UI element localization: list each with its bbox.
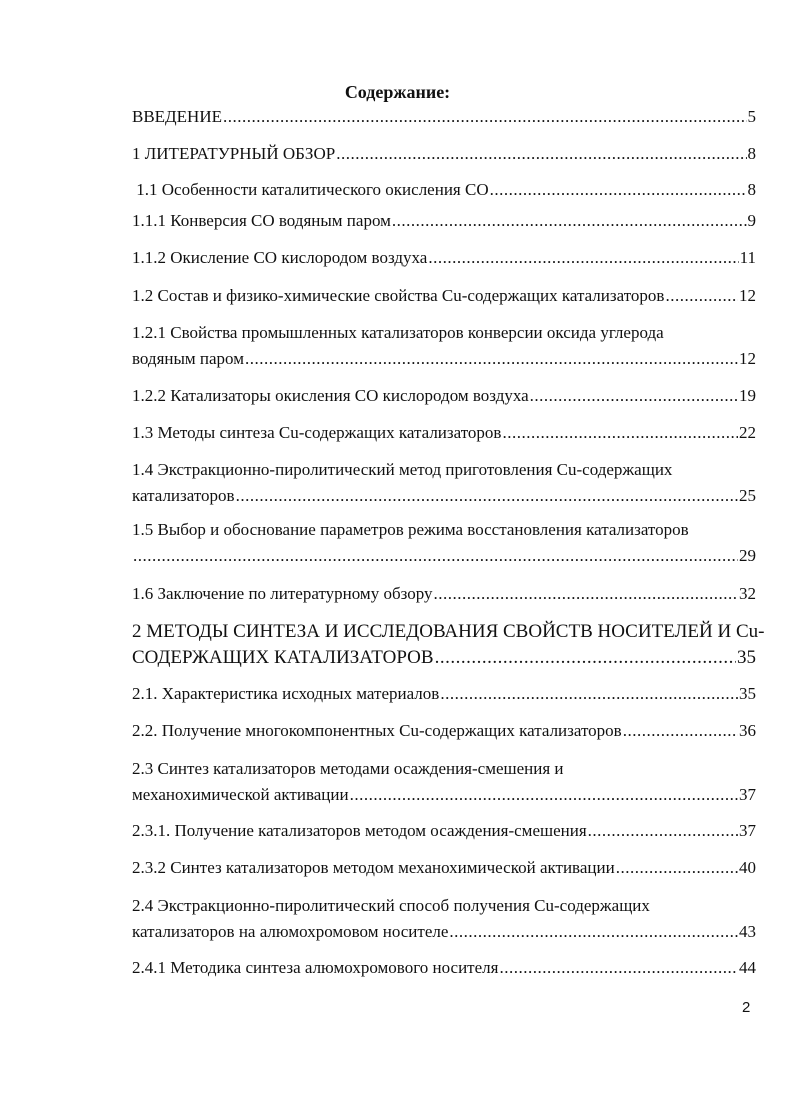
- toc-entry-introduction[interactable]: [132, 104, 756, 130]
- toc-entry-page: 43: [739, 922, 756, 941]
- dot-leader: [588, 818, 738, 844]
- dot-leader: [490, 177, 747, 203]
- toc-entry-page: 11: [739, 248, 756, 267]
- toc-entry-title: 1 ЛИТЕРАТУРНЫЙ ОБЗОР: [132, 144, 336, 163]
- page-number: 2: [742, 999, 751, 1016]
- toc-entry-page: 44: [739, 958, 756, 977]
- toc-entry-1-1-2[interactable]: [132, 245, 756, 271]
- toc-entry-title: 2 МЕТОДЫ СИНТЕЗА И ИССЛЕДОВАНИЯ СВОЙСТВ НОСИТЕЛЕЙ И Cu-: [132, 621, 765, 642]
- toc-entry-page: 9: [747, 211, 756, 230]
- toc-entry-1-3[interactable]: [132, 420, 756, 446]
- toc-entry-2-4[interactable]: [132, 893, 756, 945]
- toc-entry-title: 1.1.2 Окисление СО кислородом воздуха: [132, 248, 428, 267]
- toc-entry-title: 1.1 Особенности каталитического окисления СО: [132, 180, 489, 199]
- dot-leader: [433, 581, 738, 607]
- dot-leader: [665, 283, 738, 309]
- dot-leader: [499, 955, 738, 981]
- toc-entry-1-1-1[interactable]: [132, 208, 756, 234]
- toc-entry-page: 32: [739, 584, 756, 603]
- toc-entry-2-4-1[interactable]: [132, 955, 756, 981]
- toc-entry-page: 8: [747, 144, 756, 163]
- dot-leader: [336, 141, 746, 167]
- toc-entry-title: 2.1. Характеристика исходных материалов: [132, 684, 440, 703]
- toc-entry-title-cont: катализаторов на алюмохромовом носителе: [132, 922, 449, 941]
- toc-entry-page: 37: [739, 821, 756, 840]
- toc-entry-title: 2.3 Синтез катализаторов методами осаждения-смешения и: [132, 759, 564, 778]
- toc-entry-page: 29: [739, 546, 756, 565]
- dot-leader: [392, 208, 747, 234]
- dot-leader: [245, 346, 738, 372]
- toc-entry-title: 2.2. Получение многокомпонентных Cu-содержащих катализаторов: [132, 721, 622, 740]
- toc-entry-title: 1.5 Выбор и обоснование параметров режима восстановления катализаторов: [132, 520, 689, 539]
- toc-entry-page: 5: [747, 107, 756, 126]
- dot-leader: [236, 483, 738, 509]
- toc-entry-page: 35: [739, 684, 756, 703]
- toc-entry-title: 1.6 Заключение по литературному обзору: [132, 584, 433, 603]
- toc-entry-1-2-1[interactable]: [132, 320, 756, 372]
- toc-entry-title: 2.3.1. Получение катализаторов методом осаждения-смешения: [132, 821, 587, 840]
- toc-entry-page: 36: [739, 721, 756, 740]
- toc-entry-title: 2.4 Экстракционно-пиролитический способ получения Cu-содержащих: [132, 896, 650, 915]
- dot-leader: [449, 919, 738, 945]
- dot-leader: [440, 681, 738, 707]
- dot-leader: [133, 543, 738, 569]
- toc-entry-1-6[interactable]: [132, 581, 756, 607]
- dot-leader: [530, 383, 738, 409]
- toc-entry-page: 19: [739, 386, 756, 405]
- toc-entry-title: 2.4.1 Методика синтеза алюмохромового носителя: [132, 958, 499, 977]
- toc-entry-page: 8: [747, 180, 756, 199]
- toc-entry-1-2[interactable]: [132, 283, 756, 309]
- page-title: Содержание:: [344, 82, 451, 102]
- toc-entry-2[interactable]: [132, 619, 765, 671]
- toc-entry-page: 25: [739, 486, 756, 505]
- toc-entry-1-5[interactable]: [132, 517, 756, 569]
- toc-entry-2-1[interactable]: [132, 681, 756, 707]
- toc-entry-page: 40: [739, 858, 756, 877]
- toc-entry-page: 12: [739, 349, 756, 368]
- toc-entry-title: 1.2.2 Катализаторы окисления СО кислородом воздуха: [132, 386, 529, 405]
- toc-entry-page: 12: [739, 286, 756, 305]
- dot-leader: [350, 782, 738, 808]
- toc-entry-page: 35: [737, 647, 756, 668]
- dot-leader: [623, 718, 738, 744]
- toc-entry-1-1[interactable]: [132, 177, 756, 203]
- toc-entry-1-4[interactable]: [132, 457, 756, 509]
- toc-entry-page: 22: [739, 423, 756, 442]
- dot-leader: [616, 855, 738, 881]
- toc-entry-title: 1.2.1 Свойства промышленных катализаторов конверсии оксида углерода: [132, 323, 664, 342]
- dot-leader: [502, 420, 738, 446]
- toc-entry-title-cont: водяным паром: [132, 349, 244, 368]
- dot-leader: [435, 645, 736, 671]
- toc-entry-2-2[interactable]: [132, 718, 756, 744]
- toc-entry-page: 37: [739, 785, 756, 804]
- toc-entry-title: 1.2 Состав и физико-химические свойства Cu-содержащих катализаторов: [132, 286, 665, 305]
- toc-entry-title: ВВЕДЕНИЕ: [132, 107, 222, 126]
- toc-entry-title: 1.1.1 Конверсия СО водяным паром: [132, 211, 391, 230]
- dot-leader: [428, 245, 738, 271]
- toc-entry-1-2-2[interactable]: [132, 383, 756, 409]
- toc-entry-1[interactable]: [132, 141, 756, 167]
- toc-entry-title: 1.3 Методы синтеза Cu-содержащих катализаторов: [132, 423, 502, 442]
- toc-entry-2-3-2[interactable]: [132, 855, 756, 881]
- toc-entry-title-cont: катализаторов: [132, 486, 235, 505]
- toc-entry-title: 1.4 Экстракционно-пиролитический метод приготовления Cu-содержащих: [132, 460, 673, 479]
- toc-entry-title-cont: механохимической активации: [132, 785, 349, 804]
- toc-entry-2-3-1[interactable]: [132, 818, 756, 844]
- dot-leader: [223, 104, 747, 130]
- toc-entry-title: 2.3.2 Синтез катализаторов методом механохимической активации: [132, 858, 615, 877]
- toc-entry-title-cont: СОДЕРЖАЩИХ КАТАЛИЗАТОРОВ: [132, 647, 434, 668]
- toc-entry-2-3[interactable]: [132, 756, 756, 808]
